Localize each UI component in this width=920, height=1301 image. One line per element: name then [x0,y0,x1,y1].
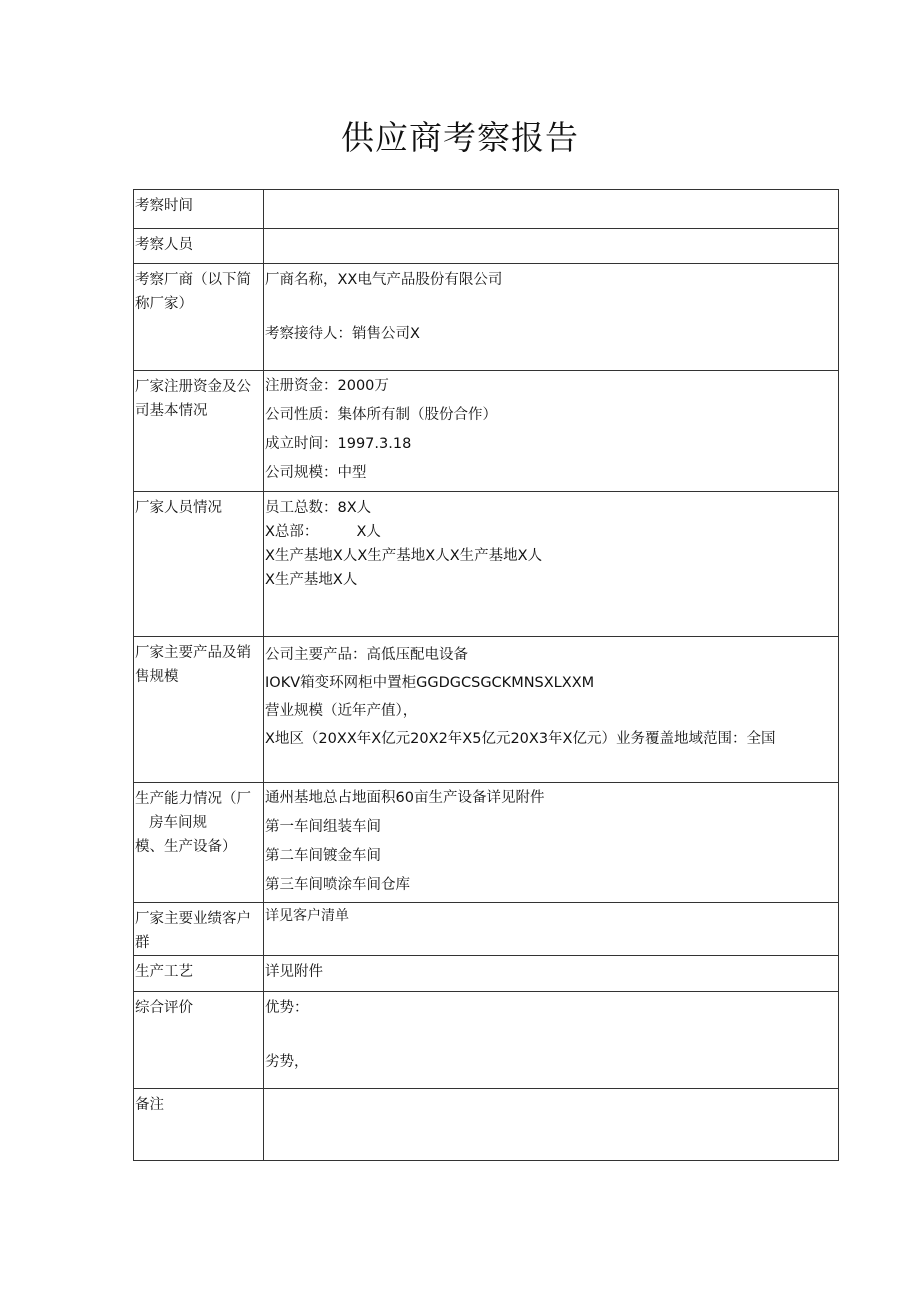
inspection-staff-label: 考察人员 [134,229,264,264]
capacity-label-line: 生产能力情况（厂 [135,791,251,807]
vendor-label: 考察厂商（以下简称厂家） [134,264,264,371]
row-vendor [134,264,839,371]
personnel-hq-label: X总部： [265,524,319,540]
process-value [264,956,839,992]
products-line: X地区（20XX年X亿元20X2年X5亿元20X3年X亿元）业务覆盖地域范围：全国 [265,731,776,747]
row-clients [134,903,839,956]
row-capital [134,371,839,492]
capital-label: 厂家注册资金及公司基本情况 [134,371,264,492]
process-text: 详见附件 [265,964,323,980]
evaluation-label: 综合评价 [134,992,264,1089]
capital-line: 注册资金：2000万 [265,378,389,394]
capital-line: 公司性质：集体所有制（股份合作） [265,407,497,423]
remarks-label: 备注 [134,1089,264,1161]
vendor-contact: 考察接待人：销售公司X [265,326,420,342]
evaluation-value [264,992,839,1089]
inspection-time-value[interactable] [264,190,839,229]
capacity-line: 第三车间喷涂车间仓库 [265,877,410,893]
row-personnel [134,492,839,637]
capital-line: 成立时间：1997.3.18 [265,436,412,452]
clients-label: 厂家主要业绩客户群 [134,903,264,956]
products-line: 公司主要产品：高低压配电设备 [265,647,468,663]
personnel-label: 厂家人员情况 [134,492,264,637]
capacity-line: 第二车间镀金车间 [265,848,381,864]
capital-line: 公司规模：中型 [265,465,367,481]
products-label: 厂家主要产品及销售规模 [134,637,264,783]
evaluation-weaknesses: 劣势， [265,1054,309,1070]
row-inspection-staff [134,229,839,264]
inspection-table [133,189,839,1161]
vendor-value [264,264,839,371]
products-line: 营业规模（近年产值）， [265,703,418,719]
capital-value [264,371,839,492]
clients-value [264,903,839,956]
clients-text: 详见客户清单 [265,908,349,924]
row-products [134,637,839,783]
row-remarks [134,1089,839,1161]
row-evaluation [134,992,839,1089]
personnel-hq [265,520,837,544]
capacity-label [134,783,264,903]
page-title: 供应商考察报告 [341,118,579,157]
row-capacity [134,783,839,903]
remarks-value[interactable] [264,1089,839,1161]
personnel-value [264,492,839,637]
capacity-line: 通州基地总占地面积60亩生产设备详见附件 [265,790,545,806]
personnel-bases: X生产基地X人X生产基地X人X生产基地X人 [265,548,543,564]
personnel-hq-value: X人 [356,524,381,540]
inspection-staff-value[interactable] [264,229,839,264]
capacity-line: 第一车间组装车间 [265,819,381,835]
capacity-value [264,783,839,903]
capacity-label-line: 房车间规 [149,815,207,831]
vendor-name: 厂商名称，XX电气产品股份有限公司 [265,272,503,288]
products-line: IOKV箱变环网柜中置柜GGDGCSGCKMNSXLXXM [265,675,595,691]
process-label: 生产工艺 [134,956,264,992]
products-value [264,637,839,783]
inspection-time-label: 考察时间 [134,190,264,229]
capacity-label-line: 模、生产设备） [135,839,237,855]
evaluation-strengths: 优势： [265,1000,309,1016]
personnel-total: 员工总数：8X人 [265,500,372,516]
row-inspection-time [134,190,839,229]
personnel-base-last: X生产基地X人 [265,572,358,588]
row-process [134,956,839,992]
